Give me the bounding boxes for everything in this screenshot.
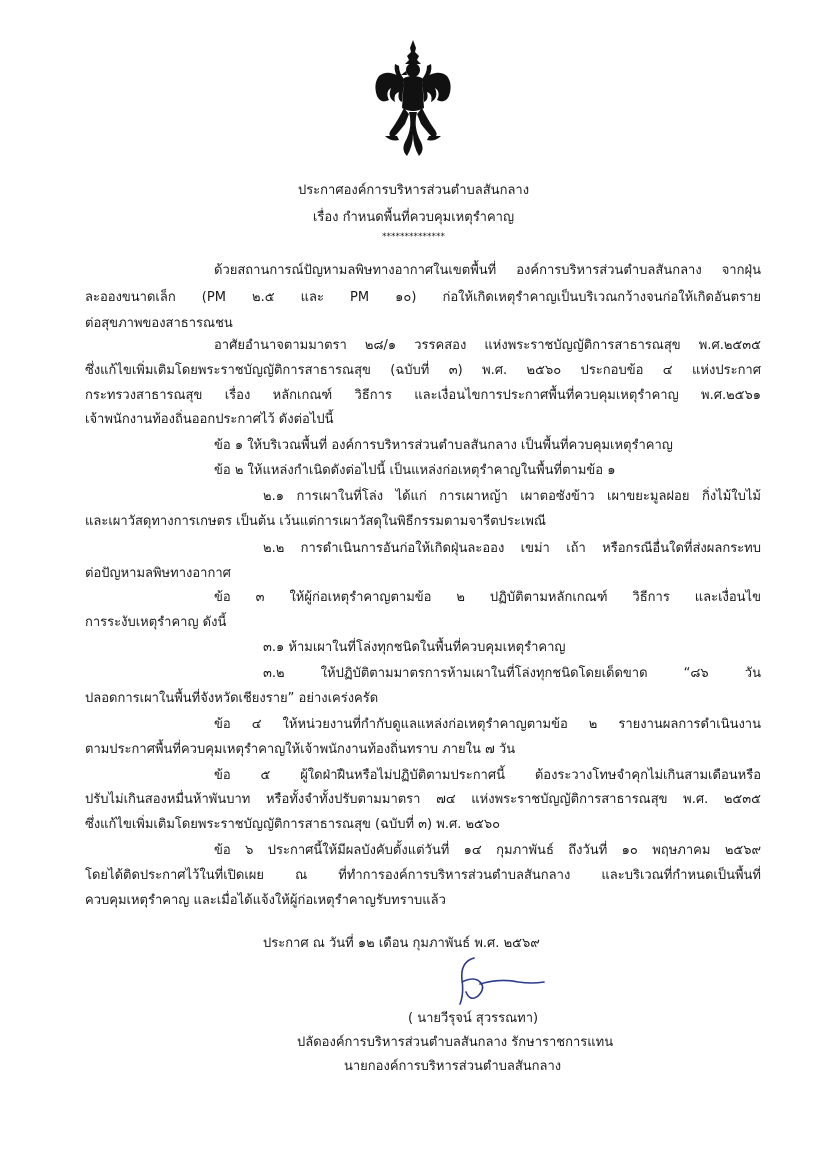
paragraph-line: ต่อสุขภาพของสาธารณชน bbox=[85, 316, 233, 331]
garuda-emblem-icon bbox=[371, 38, 455, 162]
paragraph-line: ด้วยสถานการณ์ปัญหามลพิษทางอากาศในเขตพื้นที่ องค์การบริหารส่วนตำบลสันกลาง จากฝุ่น bbox=[214, 263, 761, 278]
title-divider: ************** bbox=[382, 232, 445, 242]
signatory-name: ( นายวีรุจน์ สุวรรณทา) bbox=[408, 1011, 539, 1026]
clause-2-2: ๒.๒ การดำเนินการอันก่อให้เกิดฝุ่นละออง เขม่า เถ้า หรือกรณีอื่นใดที่ส่งผลกระทบ bbox=[263, 541, 761, 556]
clause-2-1-cont: และเผาวัสดุทางการเกษตร เป็นต้น เว้นแต่การเผาวัสดุในพิธีกรรมตามจารีตประเพณี bbox=[85, 514, 546, 529]
clause-3-1: ๓.๑ ห้ามเผาในที่โล่งทุกชนิดในพื้นที่ควบคุมเหตุรำคาญ bbox=[263, 640, 566, 655]
paragraph-line: เจ้าพนักงานท้องถิ่นออกประกาศไว้ ดังต่อไปนี้ bbox=[85, 412, 334, 427]
paragraph-line: อาศัยอำนาจตามมาตรา ๒๘/๑ วรรคสอง แห่งพระราชบัญญัติการสาธารณสุข พ.ศ.๒๕๓๕ bbox=[214, 338, 761, 353]
announcement-date: ประกาศ ณ วันที่ ๑๒ เดือน กุมภาพันธ์ พ.ศ. ๒๕๖๙ bbox=[263, 936, 540, 951]
clause-5: ข้อ ๕ ผู้ใดฝ่าฝืนหรือไม่ปฏิบัติตามประกาศนี้ ต้องระวางโทษจำคุกไม่เกินสามเดือนหรือ bbox=[214, 768, 761, 783]
clause-4-cont: ตามประกาศพื้นที่ควบคุมเหตุรำคาญให้เจ้าพนักงานท้องถิ่นทราบ ภายใน ๗ วัน bbox=[85, 742, 516, 757]
announcement-title: ประกาศองค์การบริหารส่วนตำบลสันกลาง bbox=[297, 183, 530, 198]
clause-3-2-cont: ปลอดการเผาในพื้นที่จังหวัดเชียงราย” อย่างเคร่งครัด bbox=[85, 691, 379, 706]
clause-4: ข้อ ๔ ให้หน่วยงานที่กำกับดูแลแหล่งก่อเหตุรำคาญตามข้อ ๒ รายงานผลการดำเนินงาน bbox=[214, 717, 761, 732]
clause-5-cont: ซึ่งแก้ไขเพิ่มเติมโดยพระราชบัญญัติการสาธารณสุข (ฉบับที่ ๓) พ.ศ. ๒๕๖๐ bbox=[85, 817, 501, 832]
clause-1: ข้อ ๑ ให้บริเวณพื้นที่ องค์การบริหารส่วนตำบลสันกลาง เป็นพื้นที่ควบคุมเหตุรำคาญ bbox=[214, 438, 673, 453]
paragraph-line: ละอองขนาดเล็ก (PM ๒.๕ และ PM ๑๐) ก่อให้เกิดเหตุรำคาญเป็นบริเวณกว้างจนก่อให้เกิดอันตราย bbox=[85, 290, 761, 305]
paragraph-line: กระทรวงสาธารณสุข เรื่อง หลักเกณฑ์ วิธีการ และเงื่อนไขการประกาศพื้นที่ควบคุมเหตุรำคาญ พ.ศ.๒๕๖๑ bbox=[85, 388, 761, 403]
clause-3-cont: การระงับเหตุรำคาญ ดังนี้ bbox=[85, 615, 227, 630]
clause-3: ข้อ ๓ ให้ผู้ก่อเหตุรำคาญตามข้อ ๒ ปฏิบัติตามหลักเกณฑ์ วิธีการ และเงื่อนไข bbox=[214, 590, 761, 605]
signature-icon bbox=[440, 952, 560, 1012]
signatory-position: ปลัดองค์การบริหารส่วนตำบลสันกลาง รักษาราชการแทน bbox=[297, 1035, 614, 1050]
signatory-position: นายกองค์การบริหารส่วนตำบลสันกลาง bbox=[344, 1059, 562, 1074]
clause-3-2: ๓.๒ ให้ปฏิบัติตามมาตรการห้ามเผาในที่โล่งทุกชนิดโดยเด็ดขาด “๘๖ วัน bbox=[263, 666, 761, 681]
clause-5-cont: ปรับไม่เกินสองหมื่นห้าพันบาท หรือทั้งจำทั้งปรับตามมาตรา ๗๔ แห่งพระราชบัญญัติการสาธารณสุข พ.ศ. ๒๕๓๕ bbox=[85, 792, 761, 807]
clause-2: ข้อ ๒ ให้แหล่งกำเนิดดังต่อไปนี้ เป็นแหล่งก่อเหตุรำคาญในพื้นที่ตามข้อ ๑ bbox=[214, 463, 616, 478]
paragraph-line: ซึ่งแก้ไขเพิ่มเติมโดยพระราชบัญญัติการสาธารณสุข (ฉบับที่ ๓) พ.ศ. ๒๕๖๐ ประกอบข้อ ๔ แห่งประกาศ bbox=[85, 363, 761, 378]
clause-6-cont: โดยได้ติดประกาศไว้ในที่เปิดเผย ณ ที่ทำการองค์การบริหารส่วนตำบลสันกลาง และบริเวณที่กำหนดเป็นพื้นที่ bbox=[85, 868, 761, 883]
clause-6-cont: ควบคุมเหตุรำคาญ และเมื่อได้แจ้งให้ผู้ก่อเหตุรำคาญรับทราบแล้ว bbox=[85, 893, 446, 908]
announcement-subject: เรื่อง กำหนดพื้นที่ควบคุมเหตุรำคาญ bbox=[312, 210, 515, 225]
clause-6: ข้อ ๖ ประกาศนี้ให้มีผลบังคับตั้งแต่วันที่ ๑๔ กุมภาพันธ์ ถึงวันที่ ๑๐ พฤษภาคม ๒๕๖๙ bbox=[214, 843, 761, 858]
clause-2-1: ๒.๑ การเผาในที่โล่ง ได้แก่ การเผาหญ้า เผาตอซังข้าว เผาขยะมูลฝอย กิ่งไม้ใบไม้ bbox=[263, 489, 761, 504]
clause-2-2-cont: ต่อปัญหามลพิษทางอากาศ bbox=[85, 566, 231, 581]
